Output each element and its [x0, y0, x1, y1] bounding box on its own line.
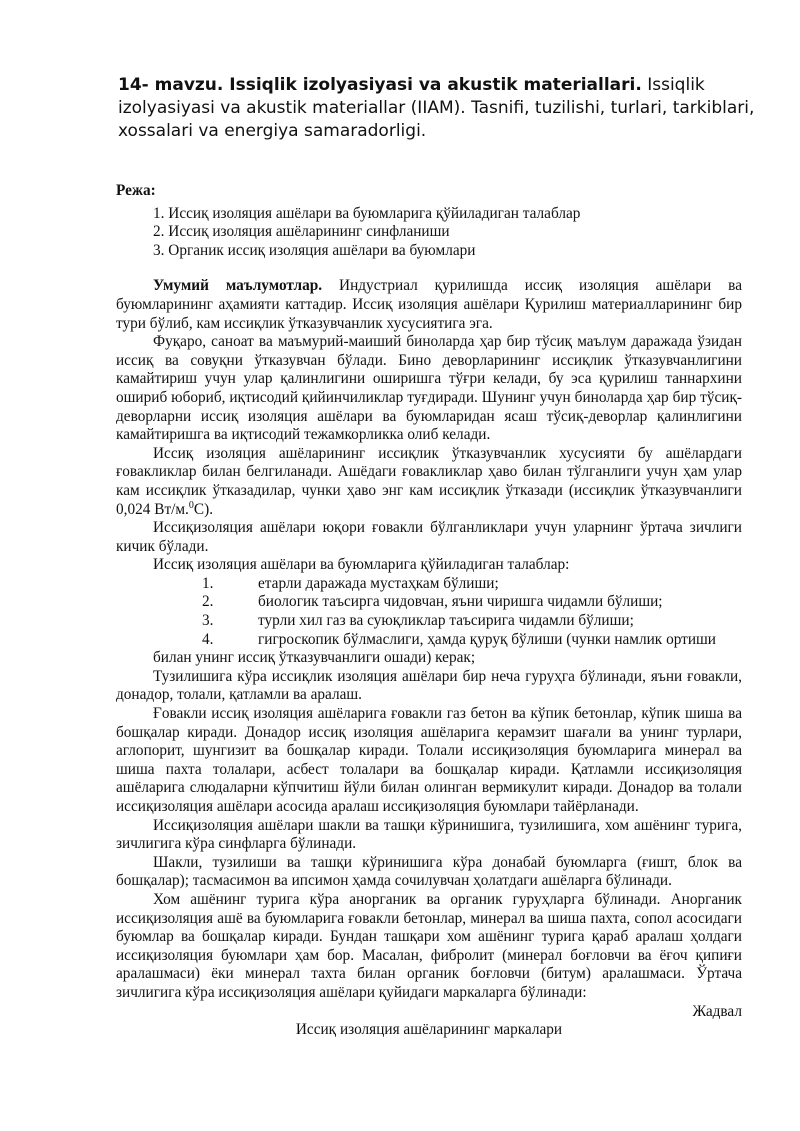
general-info-lead: Умумий маълумотлар.: [153, 277, 323, 295]
degree-superscript: 0: [188, 499, 194, 511]
requirement-text: турли хил газ ва суюқликлар таъсирига чидамли бўлиши;: [258, 612, 634, 630]
paragraph: Фуқаро, саноат ва маъмурий-маиший биноларда ҳар бир тўсиқ маълум даражада ўзидан иссиқ ва совуқни ўтказувчан бўлади. Бино деворларининг иссиқлик ўтказувчанлигини камайтириш учун улар қалинлигини оширишга тўғри келади, бу эса қурилиш таннархини ошириб юбориб, иқтисодий қийинчиликлар туғдиради. Шунинг учун биноларда ҳар бир тўсиқ-деворларни иссиқ изоляция ашёлари ва буюмларидан ясаш тўсиқ-деворлар қалинлигини камайтиришга ва иқтисодий тежамкорликка олиб келади.: [116, 333, 742, 444]
requirement-text: биологик таъсирга чидовчан, яъни чиришга чидамли бўлиши;: [258, 593, 663, 611]
paragraph: Ғовакли иссиқ изоляция ашёларига ғовакли газ бетон ва кўпик бетонлар, кўпик шиша ва бошқалар киради. Донадор иссиқ изоляция ашёларига керамзит шағали ва унинг турлари, аглопорит, шунгизит ва бошқалар киради. Толали иссиқизоляция буюмларига минерал ва шиша пахта толалари, асбест толалари ва бошқалар киради. Қатламли иссиқизоляция ашёларига слюдаларни кўпчитиш йўли билан олинган вермикулит киради. Донадор ва толали иссиқизоляция ашёлари асосида аралаш иссиқизоляция буюмлари тайёрланади.: [116, 705, 742, 815]
topic-title-bold: 14- mavzu. Issiqlik izolyasiyasi va akustik materiallari.: [118, 75, 642, 95]
paragraph: Тузилишига кўра иссиқлик изоляция ашёлари бир неча гуруҳга бўлинади, яъни ғовакли, донадор, толали, қатламли ва аралаш.: [116, 667, 742, 704]
requirement-number: 3.: [202, 612, 214, 630]
requirement-item: [116, 612, 742, 631]
requirement-text: етарли даражада мустаҳкам бўлиши;: [258, 574, 499, 592]
table-caption: Иссиқ изоляция ашёларининг маркалари: [295, 1021, 563, 1039]
paragraph: Хом ашёнинг турига кўра анорганик ва органик гуруҳларга бўлинади. Анорганик иссиқизоляция ашё ва буюмларига ғовакли бетонлар, минерал ва шиша пахта, сопол асосидаги буюмлар ва бошқалар киради. Бундан ташқари хом ашёнинг турига қараб аралаш ҳолдаги иссиқизоляция буюмлари ҳам бор. Масалан, фибролит (минерал боғловчи ва ёғоч қипиғи аралашмаси) ёки минерал тахта билан органик боғловчи (битум) аралашмаси. Ўртача зичлигига кўра иссиқизоляция ашёлари қуйидаги маркаларга бўлинади:: [116, 890, 742, 1001]
general-info-text: Индустриал қурилишда иссиқ изоляция ашёлари ва буюмларининг аҳамияти каттадир. Иссиқ изоляция ашёлари Қурилиш материалларининг бир тури бўлиб, кам иссиқлик ўтказувчанлик хусусиятига эга.: [116, 277, 742, 332]
paragraph: Иссиқизоляция ашёлари юқори ғовакли бўлганликлари учун уларнинг ўртача зичлиги кичик бўлади.: [116, 519, 742, 555]
paragraph-text: Иссиқ изоляция ашёларининг иссиқлик ўтказувчанлик хусусияти бу ашёлардаги ғовакликлар билан белгиланади. Ашёдаги ғовакликлар ҳаво билан тўлганлиги учун ҳам улар кам иссиқлик ўтказадилар, чунки ҳаво энг кам иссиқлик ўтказади (иссиқлик ўтказувчанлиги 0,024 Вт/м.: [116, 444, 742, 518]
topic-title-rest: Issiqlik izolyasiyasi va akustik materiallar (IIAM). Tasnifi, tuzilishi, turlari, tarkiblari, xossalari va energiya samaradorligi.: [118, 75, 755, 141]
requirements-intro: Иссиқ изоляция ашёлари ва буюмларига қўйиладиган талаблар:: [153, 556, 570, 574]
requirement-item: [116, 631, 742, 650]
paragraph: Шакли, тузилиши ва ташқи кўринишига кўра донабай буюмларга (ғишт, блок ва бошқалар); тасмасимон ва ипсимон ҳамда сочилувчан ҳолатдаги ашёларга бўлинади.: [116, 853, 742, 890]
document-body: [116, 182, 742, 1040]
spacer: [116, 260, 742, 277]
paragraph-text-end: С).: [193, 500, 214, 518]
plan-item-2: 2. Иссиқ изоляция ашёларининг синфланиши: [153, 223, 450, 241]
topic-title: [118, 74, 758, 143]
requirement-number: 1.: [202, 574, 214, 592]
requirement-item: [116, 593, 742, 612]
table-label: Жадвал: [692, 1002, 742, 1020]
requirement-item: [116, 575, 742, 594]
plan-item-1: 1. Иссиқ изоляция ашёлари ва буюмларига қўйиладиган талаблар: [153, 204, 581, 222]
general-info-paragraph: [116, 277, 742, 333]
paragraph: Иссиқизоляция ашёлари шакли ва ташқи кўринишига, тузилишига, хом ашёнинг турига, зичлигига кўра синфларга бўлинади.: [116, 816, 742, 853]
plan-item-3: 3. Органик иссиқ изоляция ашёлари ва буюмлари: [153, 241, 476, 259]
requirement-number: 2.: [202, 593, 214, 611]
paragraph: [116, 445, 742, 519]
requirement-text: гигроскопик бўлмаслиги, ҳамда қуруқ бўлиши (чунки намлик ортиши: [258, 630, 716, 648]
requirement-continuation: билан унинг иссиқ ўтказувчанлиги ошади) керак;: [153, 649, 476, 667]
requirement-number: 4.: [202, 630, 214, 648]
plan-heading: Режа:: [116, 182, 156, 199]
